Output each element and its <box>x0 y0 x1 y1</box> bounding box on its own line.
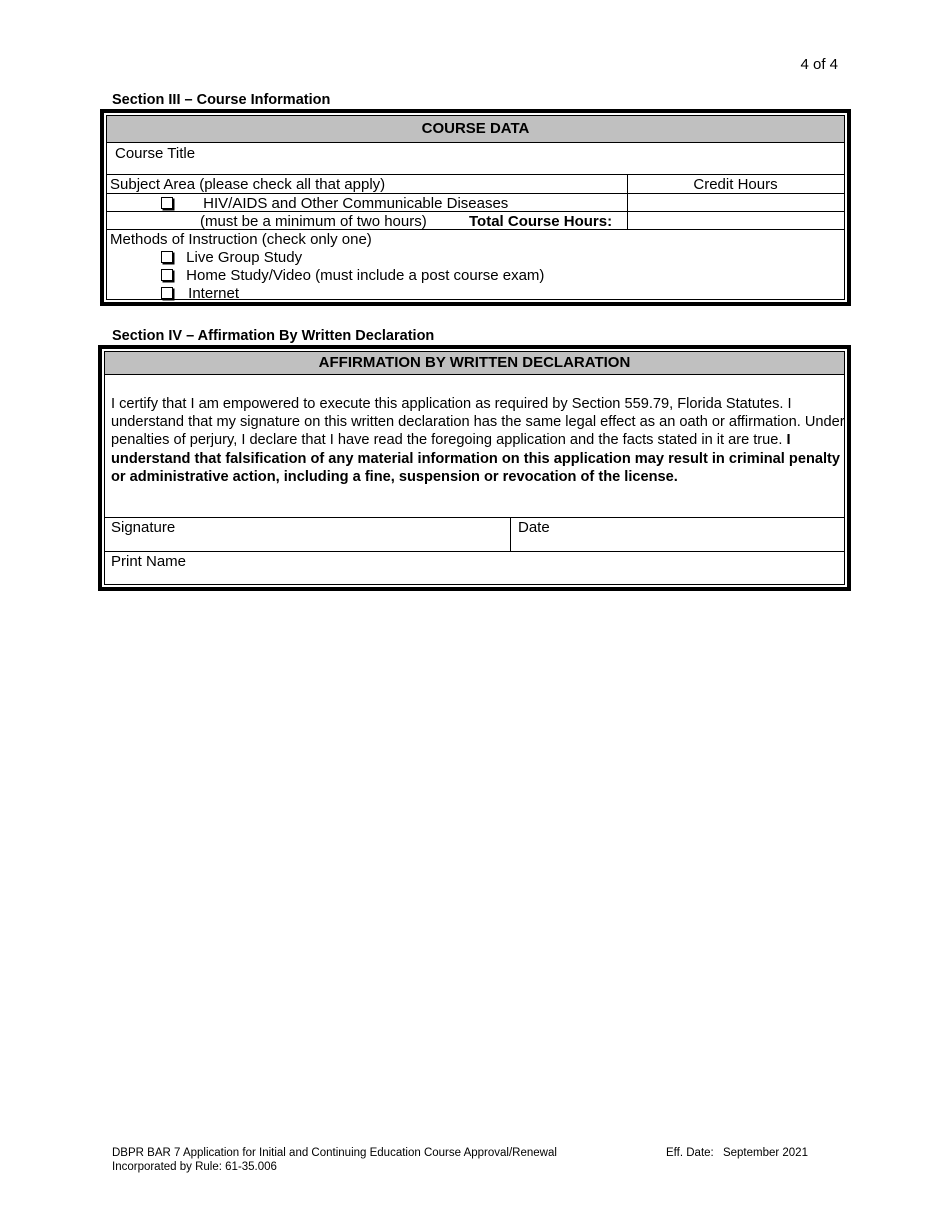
eff-date-label: Eff. Date: <box>666 1147 714 1159</box>
checkbox-live-group-study[interactable] <box>161 251 173 263</box>
credit-hours-hiv-field[interactable] <box>628 194 844 211</box>
subject-area-label: Subject Area (please check all that apply) <box>110 176 386 193</box>
affirmation-header: AFFIRMATION BY WRITTEN DECLARATION <box>105 352 844 375</box>
checkbox-hiv[interactable] <box>161 197 173 209</box>
methods-label: Methods of Instruction (check only one) <box>110 231 372 248</box>
method-internet[interactable] <box>161 285 239 302</box>
method-live-group-study-label: Live Group Study <box>186 249 303 266</box>
section-3-title: Section III – Course Information <box>112 92 331 108</box>
affirmation-text: I certify that I am empowered to execute this application as required by Section 559.79, Florida Statutes. I understand that my signature on this written declaration has the same legal effect as an oath or affirmation. Under penalties of perjury, I declare that I have read the foregoing application and the facts stated in it are true. <box>111 396 845 449</box>
total-course-hours-field[interactable] <box>628 212 844 229</box>
section-4-title: Section IV – Affirmation By Written Declaration <box>112 328 435 344</box>
signature-label: Signature <box>111 519 176 536</box>
eff-date-value: September 2021 <box>722 1147 808 1159</box>
footer-eff-date <box>666 1146 808 1160</box>
subject-option-hiv[interactable] <box>161 195 508 212</box>
affirmation-table <box>98 345 851 591</box>
method-home-study[interactable] <box>161 267 544 284</box>
minimum-note: (must be a minimum of two hours) <box>200 213 427 230</box>
signature-field[interactable] <box>105 518 509 551</box>
print-name-label: Print Name <box>111 553 187 570</box>
course-title-label: Course Title <box>115 145 196 162</box>
footer-form-info <box>112 1146 557 1174</box>
course-data-header: COURSE DATA <box>107 116 844 143</box>
affirmation-warning: I understand that falsification of any material information on this application may result in criminal penalty or administrative action, including a fine, suspension or revocation of the license. <box>111 432 841 485</box>
print-name-field[interactable] <box>105 552 844 586</box>
course-data-table <box>100 109 851 306</box>
method-live-group-study[interactable] <box>161 249 302 266</box>
footer-rule: Incorporated by Rule: 61-35.006 <box>112 1161 277 1173</box>
method-home-study-label: Home Study/Video (must include a post course exam) <box>186 267 545 284</box>
checkbox-internet[interactable] <box>161 287 173 299</box>
credit-hours-label: Credit Hours <box>693 176 778 193</box>
total-course-hours-label: Total Course Hours: <box>469 213 613 230</box>
subject-option-hiv-label: HIV/AIDS and Other Communicable Diseases <box>203 195 509 212</box>
date-field[interactable] <box>511 518 844 551</box>
course-title-field[interactable] <box>107 143 844 174</box>
checkbox-home-study[interactable] <box>161 269 173 281</box>
affirmation-paragraph <box>111 395 846 486</box>
date-label: Date <box>518 519 550 536</box>
page-number: 4 of 4 <box>800 56 838 73</box>
footer-form-title: DBPR BAR 7 Application for Initial and Continuing Education Course Approval/Renewal <box>112 1147 557 1159</box>
method-internet-label: Internet <box>188 285 240 302</box>
